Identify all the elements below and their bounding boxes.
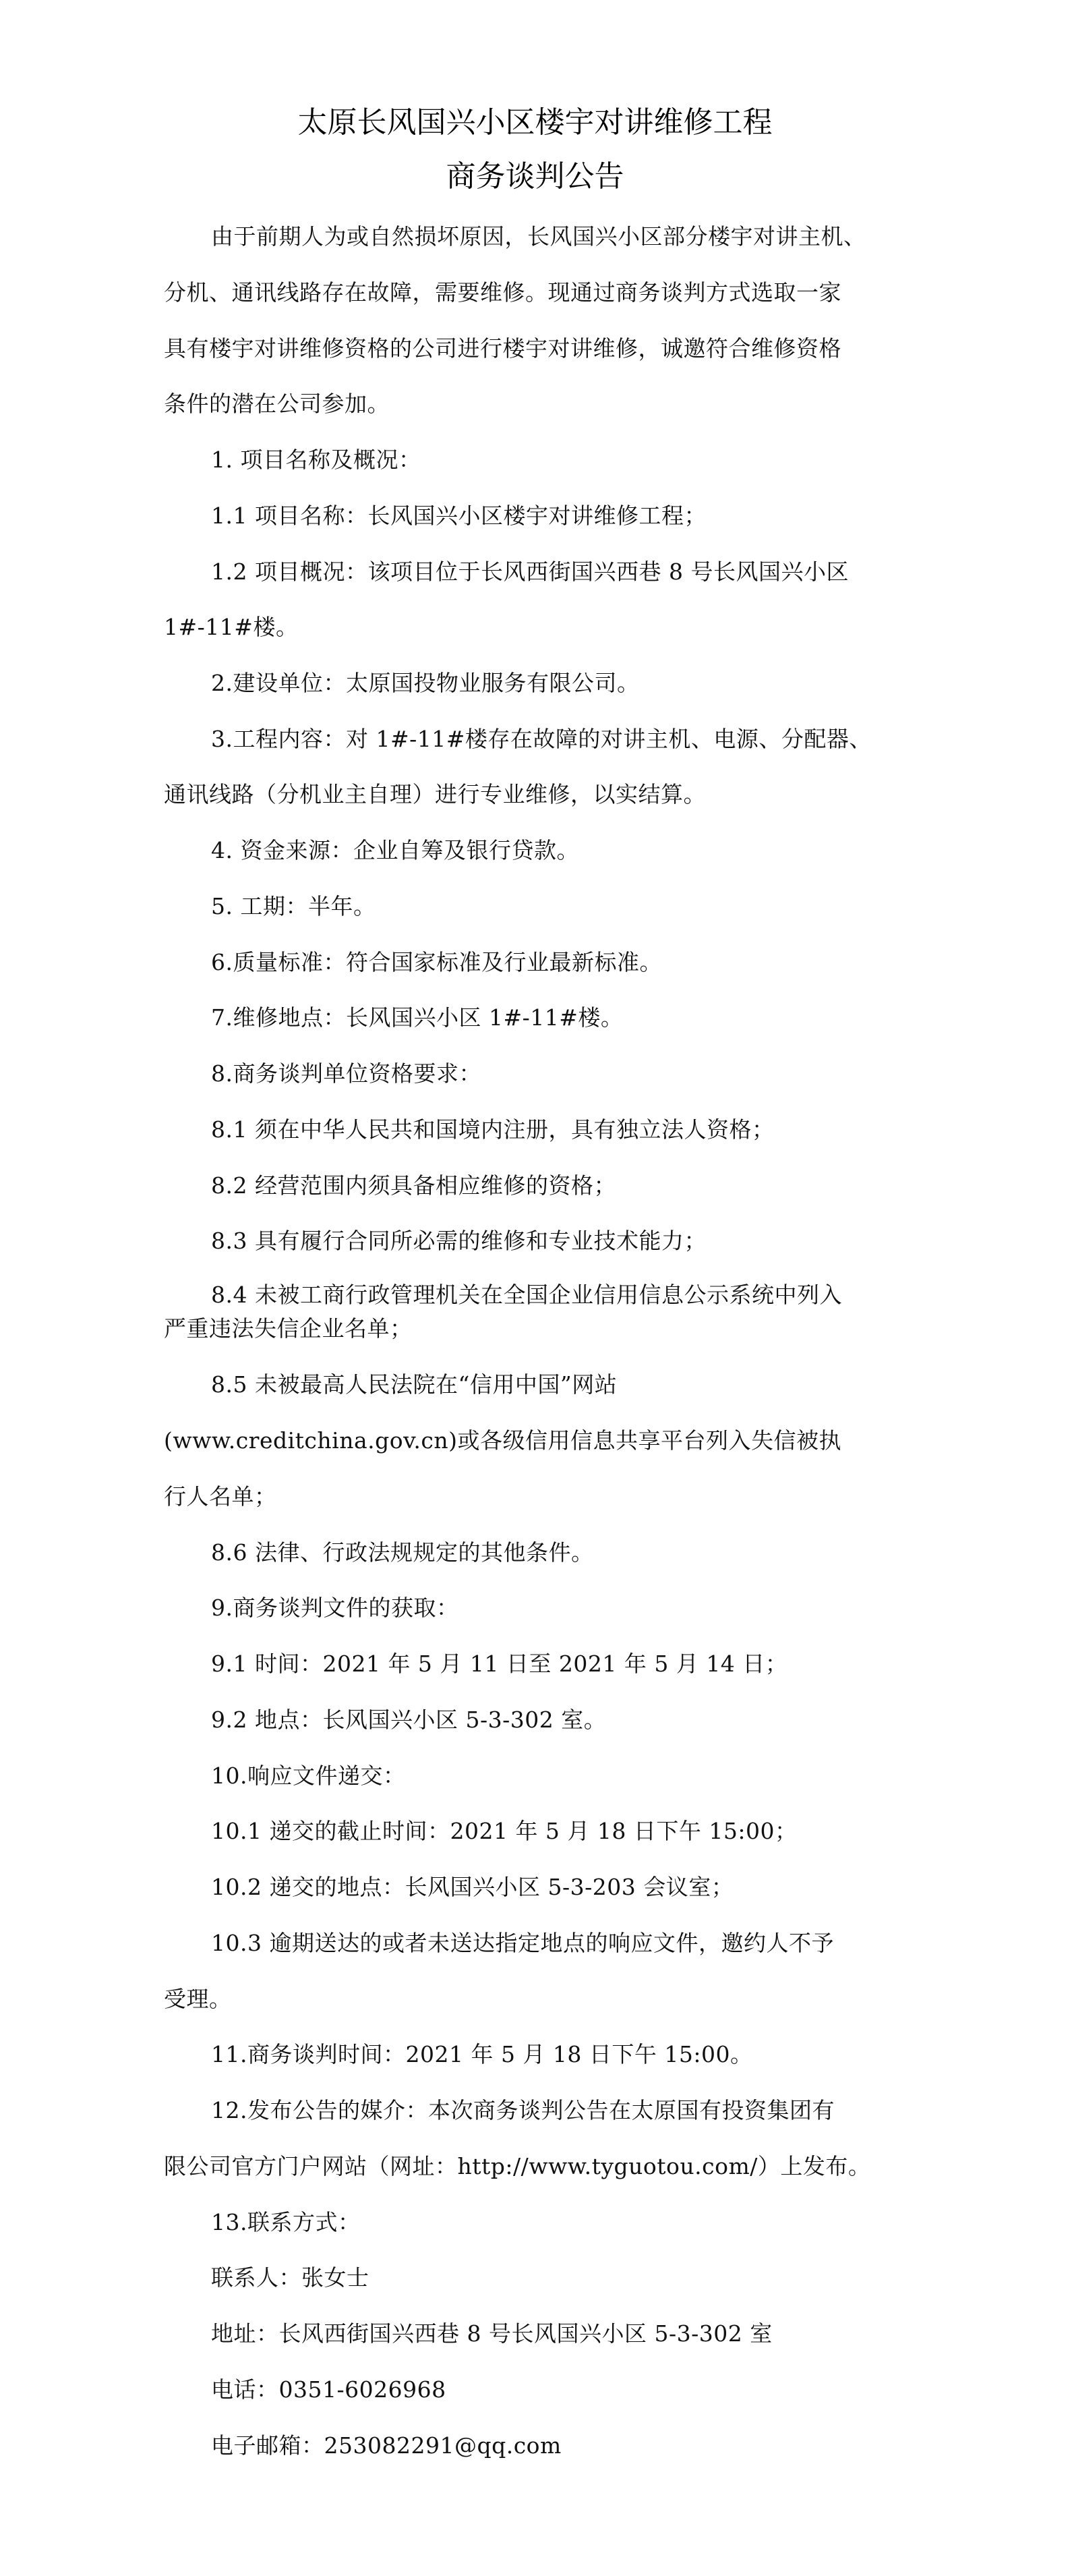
section-6: 6.质量标准：符合国家标准及行业最新标准。 xyxy=(211,949,662,975)
contact-address: 地址：长风西街国兴西巷 8 号长风国兴小区 5-3-302 室 xyxy=(211,2320,773,2347)
item-8-4-cont: 严重违法失信企业名单； xyxy=(164,1315,413,1342)
item-8-4: 8.4 未被工商行政管理机关在全国企业信用信息公示系统中列入 xyxy=(211,1282,842,1308)
section-4: 4. 资金来源：企业自筹及银行贷款。 xyxy=(211,837,579,863)
item-9-1: 9.1 时间：2021 年 5 月 11 日至 2021 年 5 月 14 日； xyxy=(211,1651,788,1677)
section-10-heading: 10.响应文件递交： xyxy=(211,1763,406,1789)
section-3: 3.工程内容：对 1#-11#楼存在故障的对讲主机、电源、分配器、 xyxy=(211,726,872,752)
item-8-6: 8.6 法律、行政法规规定的其他条件。 xyxy=(211,1539,594,1566)
section-9-heading: 9.商务谈判文件的获取： xyxy=(211,1595,459,1621)
intro-line-1: 由于前期人为或自然损坏原因，长风国兴小区部分楼宇对讲主机、 xyxy=(211,223,866,250)
intro-line-4: 条件的潜在公司参加。 xyxy=(164,391,390,417)
document-title: 太原长风国兴小区楼宇对讲维修工程 xyxy=(297,105,773,140)
item-8-3: 8.3 具有履行合同所必需的维修和专业技术能力； xyxy=(211,1228,707,1254)
section-12: 12.发布公告的媒介：本次商务谈判公告在太原国有投资集团有 xyxy=(211,2097,835,2123)
item-1-1: 1.1 项目名称：长风国兴小区楼宇对讲维修工程； xyxy=(211,503,707,529)
item-1-2-cont: 1#-11#楼。 xyxy=(164,614,299,640)
item-10-1: 10.1 递交的截止时间：2021 年 5 月 18 日下午 15:00； xyxy=(211,1818,798,1844)
item-8-5-cont: (www.creditchina.gov.cn)或各级信用信息共享平台列入失信被执 xyxy=(164,1427,841,1454)
item-1-2: 1.2 项目概况：该项目位于长风西街国兴西巷 8 号长风国兴小区 xyxy=(211,559,849,585)
item-10-3-cont: 受理。 xyxy=(164,1986,232,2012)
item-10-2: 10.2 递交的地点：长风国兴小区 5-3-203 会议室； xyxy=(211,1874,734,1900)
item-8-5-cont-2: 行人名单； xyxy=(164,1483,277,1510)
section-2: 2.建设单位：太原国投物业服务有限公司。 xyxy=(211,670,640,696)
item-8-2: 8.2 经营范围内须具备相应维修的资格； xyxy=(211,1172,616,1199)
section-7: 7.维修地点：长风国兴小区 1#-11#楼。 xyxy=(211,1004,624,1031)
item-8-5: 8.5 未被最高人民法院在“信用中国”网站 xyxy=(211,1371,618,1398)
contact-person: 联系人：张女士 xyxy=(211,2264,369,2291)
contact-phone: 电话：0351-6026968 xyxy=(211,2376,446,2403)
item-8-1: 8.1 须在中华人民共和国境内注册，具有独立法人资格； xyxy=(211,1116,775,1143)
section-5: 5. 工期：半年。 xyxy=(211,893,376,919)
section-11: 11.商务谈判时间：2021 年 5 月 18 日下午 15:00。 xyxy=(211,2041,753,2067)
section-13-heading: 13.联系方式： xyxy=(211,2209,361,2235)
document-subtitle: 商务谈判公告 xyxy=(446,159,624,194)
item-9-2: 9.2 地点：长风国兴小区 5-3-302 室。 xyxy=(211,1707,607,1733)
section-1-heading: 1. 项目名称及概况： xyxy=(211,447,421,473)
intro-line-3: 具有楼宇对讲维修资格的公司进行楼宇对讲维修，诚邀符合维修资格 xyxy=(164,335,841,362)
contact-email: 电子邮箱：253082291@qq.com xyxy=(211,2432,562,2459)
item-10-3: 10.3 逾期送达的或者未送达指定地点的响应文件，邀约人不予 xyxy=(211,1930,834,1956)
section-3-cont: 通讯线路（分机业主自理）进行专业维修，以实结算。 xyxy=(164,781,706,807)
section-12-cont: 限公司官方门户网站（网址：http://www.tyguotou.com/）上发布。 xyxy=(164,2153,871,2179)
section-8-heading: 8.商务谈判单位资格要求： xyxy=(211,1060,481,1087)
intro-line-2: 分机、通讯线路存在故障，需要维修。现通过商务谈判方式选取一家 xyxy=(164,279,841,306)
